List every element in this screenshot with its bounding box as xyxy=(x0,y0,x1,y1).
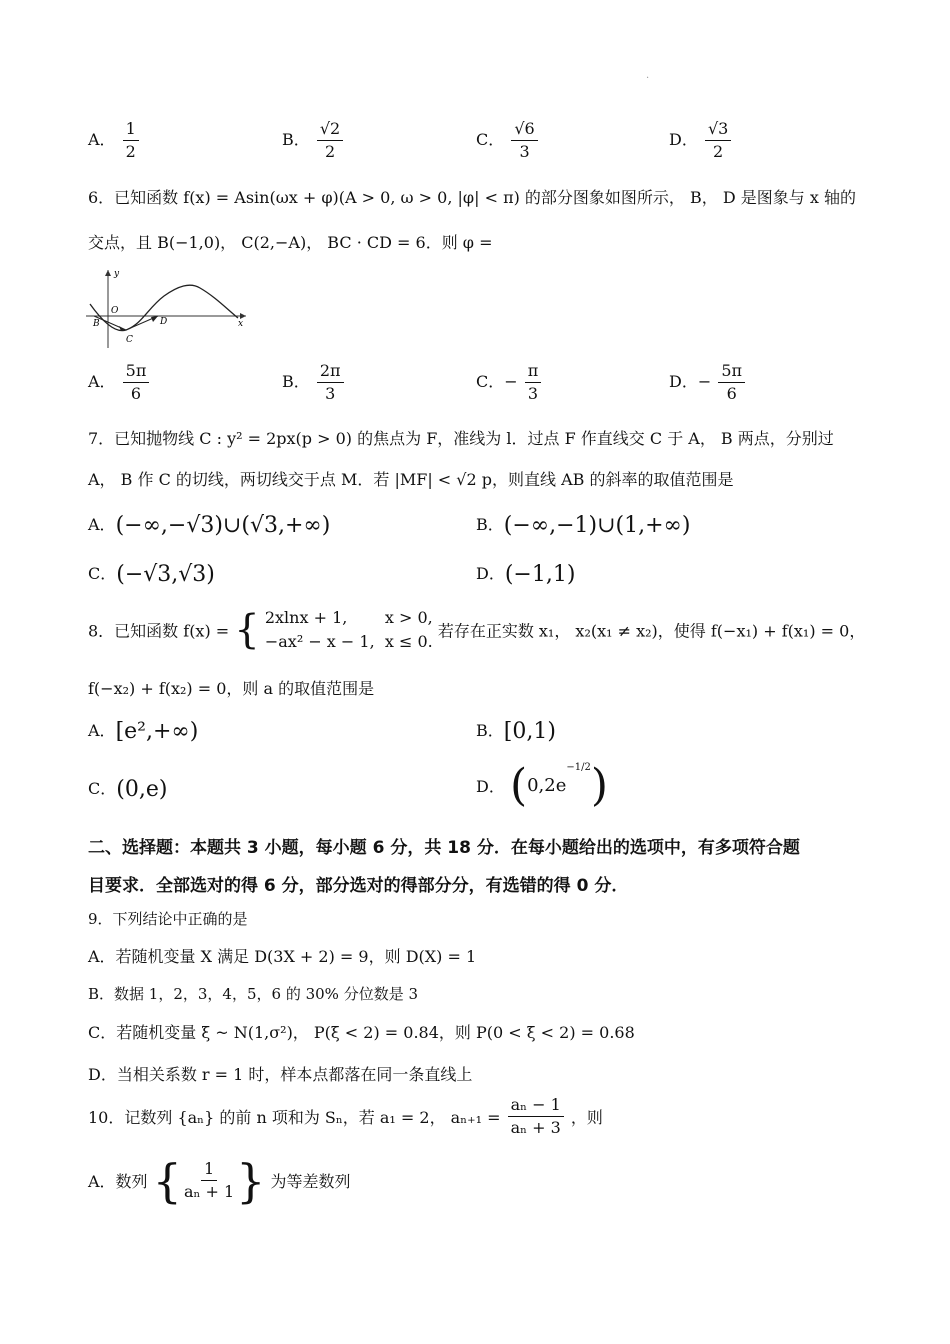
q6-stem-line1 xyxy=(88,185,856,208)
q9-option-d[interactable]: D．当相关系数 r = 1 时，样本点都落在同一条直线上 xyxy=(88,1065,473,1084)
option-text: (−√3,√3) xyxy=(116,562,215,587)
frac-den: aₙ + 1 xyxy=(183,1182,235,1201)
vector-cd-arrow xyxy=(151,316,158,322)
frac-den: 6 xyxy=(130,384,142,403)
left-paren: ( xyxy=(509,759,528,811)
q7-option-b[interactable] xyxy=(476,512,690,538)
label-c: C xyxy=(126,335,133,345)
q8-option-a[interactable] xyxy=(88,718,198,744)
option-letter: A． xyxy=(88,515,116,534)
option-letter: C． xyxy=(88,564,117,583)
option-letter: A． xyxy=(88,372,116,391)
q8-option-d[interactable] xyxy=(476,759,609,811)
q8-option-b[interactable] xyxy=(476,718,556,744)
label-b: B xyxy=(93,319,100,329)
option-letter: A． xyxy=(88,130,116,149)
q9-option-a[interactable]: A．若随机变量 X 满足 D(3X + 2) = 9，则 D(X) = 1 xyxy=(88,947,477,966)
left-brace: { xyxy=(234,607,260,653)
frac-den: aₙ + 3 xyxy=(510,1118,561,1137)
q7-option-d[interactable] xyxy=(476,561,575,587)
option-letter: B． xyxy=(476,721,504,740)
right-paren: ) xyxy=(590,759,609,811)
frac-num: 5π xyxy=(123,362,150,383)
option-text: (−∞,−√3)∪(√3,+∞) xyxy=(115,513,331,538)
option-sign: − xyxy=(697,372,712,391)
q6-option-a[interactable] xyxy=(88,362,151,403)
option-letter: C． xyxy=(476,130,505,149)
q10-stem-suffix: ，则 xyxy=(570,1108,603,1127)
q7-stem-line2: A， B 作 C 的切线，两切线交于点 M．若 |MF| < √2 p，则直线 AB 的斜率的取值范围是 xyxy=(88,470,734,489)
q8-suffix: 若存在正实数 x₁， x₂(x₁ ≠ x₂)，使得 f(−x₁) + f(x₁) = 0， xyxy=(437,621,866,641)
option-text: [0,1) xyxy=(503,719,556,744)
q10-stem xyxy=(88,1096,603,1137)
frac-den: 3 xyxy=(325,384,336,403)
frac-den: 2 xyxy=(713,142,724,161)
case-1-expr: 2xlnx + 1, xyxy=(264,608,348,627)
option-text: (0,e) xyxy=(116,777,168,802)
q5-option-b[interactable] xyxy=(282,120,345,161)
label-d: D xyxy=(160,317,168,327)
frac-num: 1 xyxy=(123,120,139,141)
q7-option-a[interactable] xyxy=(88,512,330,538)
q6-option-c[interactable] xyxy=(476,362,543,403)
frac-den: 2 xyxy=(125,142,136,161)
option-sign: − xyxy=(504,372,518,391)
option-text: (−∞,−1)∪(1,+∞) xyxy=(503,513,691,538)
page-dot: . xyxy=(646,70,650,81)
label-x: x xyxy=(238,319,244,329)
case-1-cond: x > 0, xyxy=(384,608,433,627)
frac-num: √3 xyxy=(705,120,731,141)
frac-num: π xyxy=(525,362,542,383)
q6-option-b[interactable] xyxy=(282,362,346,403)
q6-option-d[interactable] xyxy=(669,362,747,403)
q10-stem-prefix: 10．记数列 {aₙ} 的前 n 项和为 Sₙ，若 a₁ = 2， aₙ₊₁ = xyxy=(88,1108,501,1127)
q5-option-d[interactable] xyxy=(669,120,733,161)
option-letter: C． xyxy=(88,779,117,798)
q5-option-a[interactable] xyxy=(88,120,141,161)
q7-option-c[interactable] xyxy=(88,561,215,587)
case-2-cond: x ≤ 0. xyxy=(384,632,433,651)
label-o: O xyxy=(111,306,119,316)
q8-prefix: 8．已知函数 f(x) = xyxy=(88,621,230,641)
q8-stem-line2: f(−x₂) + f(x₂) = 0，则 a 的取值范围是 xyxy=(88,679,375,698)
option-letter: B． xyxy=(282,130,310,149)
frac-num: aₙ − 1 xyxy=(508,1096,564,1117)
frac-den: 3 xyxy=(527,384,539,403)
option-text: 0,2e xyxy=(527,775,567,796)
q9-option-b[interactable]: B．数据 1，2，3，4，5，6 的 30% 分位数是 3 xyxy=(88,985,419,1003)
option-text: A．数列 xyxy=(88,1172,148,1191)
option-letter: D． xyxy=(476,777,505,796)
option-letter: D． xyxy=(669,130,698,149)
q6-figure xyxy=(86,266,256,348)
label-y: y xyxy=(114,269,120,279)
option-exponent: −1/2 xyxy=(566,762,591,773)
option-letter: A． xyxy=(88,721,116,740)
frac-num: 5π xyxy=(718,362,745,383)
q6-stem-text-2: B， D 是图象与 x 轴的 xyxy=(690,188,856,207)
frac-num: √2 xyxy=(317,120,343,141)
frac-den: 3 xyxy=(519,142,530,161)
q5-option-c[interactable] xyxy=(476,120,540,161)
q8-stem-line1 xyxy=(88,606,865,654)
option-letter: B． xyxy=(282,372,310,391)
y-axis-arrow xyxy=(105,270,111,276)
q7-stem-line1: 7．已知抛物线 C : y² = 2px(p > 0) 的焦点为 F，准线为 l．过点 F 作直线交 C 于 A， B 两点，分别过 xyxy=(88,429,834,448)
option-letter: B． xyxy=(476,515,504,534)
frac-den: 6 xyxy=(726,384,737,403)
frac-num: 2π xyxy=(317,362,344,383)
q9-option-c[interactable]: C．若随机变量 ξ ~ N(1,σ²)， P(ξ < 2) = 0.84，则 P(0 < ξ < 2) = 0.68 xyxy=(88,1023,635,1042)
option-letter: D． xyxy=(669,372,698,391)
frac-num: √6 xyxy=(511,120,537,141)
frac-num: 1 xyxy=(201,1160,217,1181)
option-text: (−1,1) xyxy=(504,562,576,587)
option-text: [e²,+∞) xyxy=(115,719,199,744)
left-brace: { xyxy=(152,1153,182,1208)
option-text-suffix: 为等差数列 xyxy=(270,1172,351,1191)
section-2-heading-line2: 目要求．全部选对的得 6 分，部分选对的得部分分，有选错的得 0 分． xyxy=(88,876,629,896)
q9-stem: 9．下列结论中正确的是 xyxy=(88,910,248,928)
q8-option-c[interactable] xyxy=(88,776,167,802)
piecewise-cases xyxy=(265,606,433,654)
q10-option-a[interactable] xyxy=(88,1153,351,1208)
option-letter: C． xyxy=(476,372,505,391)
option-letter: D． xyxy=(476,564,505,583)
q6-stem-line2: 交点，且 B(−1,0)， C(2,−A)， BC · CD = 6．则 φ = xyxy=(88,233,493,252)
q6-stem-text: 6．已知函数 f(x) = Asin(ωx + φ)(A > 0, ω > 0, |φ| < π) 的部分图象如图所示， xyxy=(88,188,685,207)
right-brace: } xyxy=(236,1153,266,1208)
case-2-expr: −ax² − x − 1, xyxy=(264,632,375,651)
frac-den: 2 xyxy=(324,142,336,161)
section-2-heading-line1: 二、选择题：本题共 3 小题，每小题 6 分，共 18 分．在每小题给出的选项中，有多项符合题 xyxy=(88,838,800,858)
